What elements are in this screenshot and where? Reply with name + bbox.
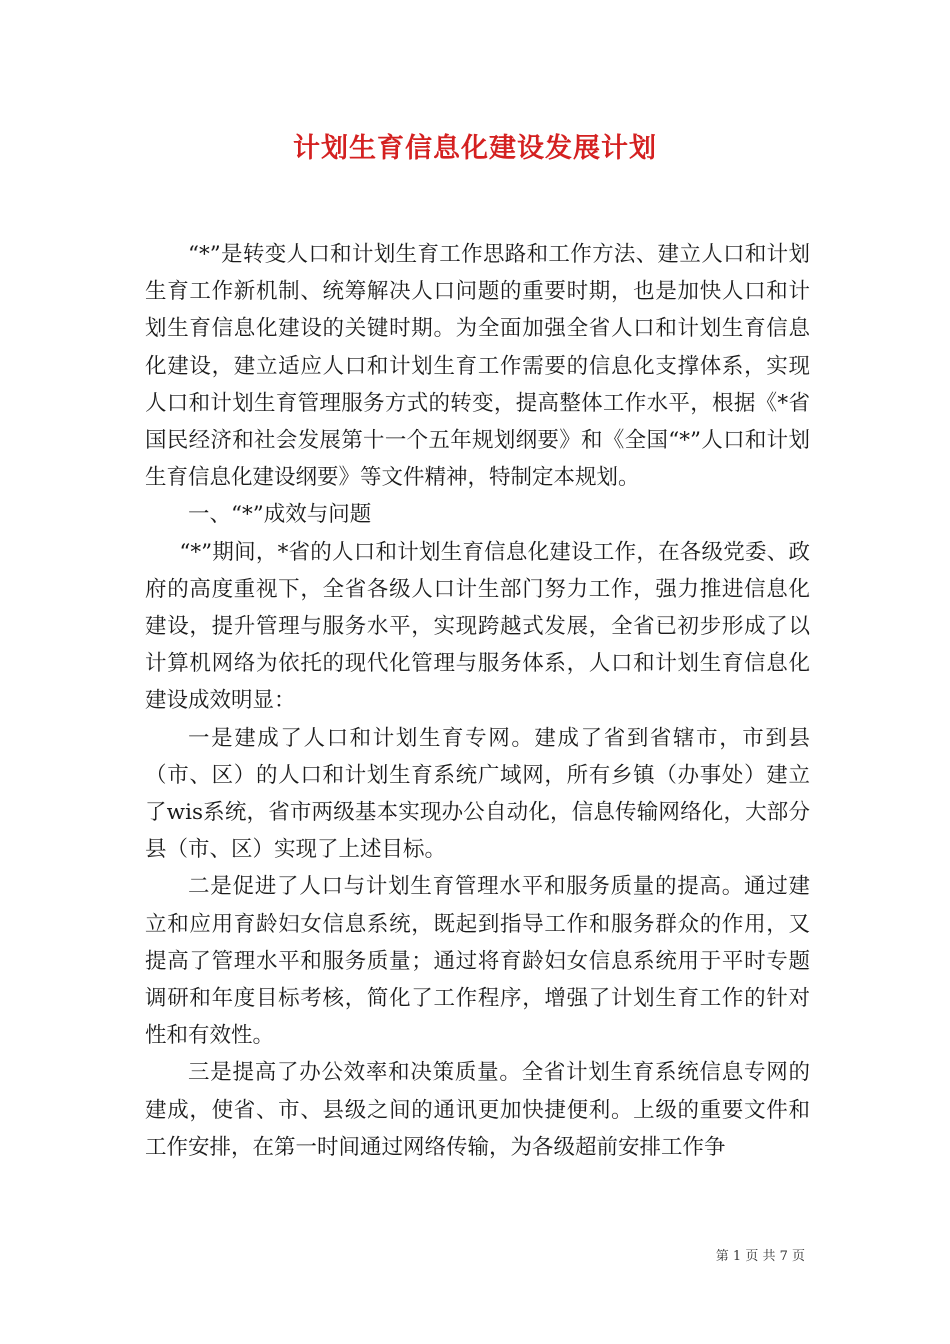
body-paragraph: 一是建成了人口和计划生育专网。建成了省到省辖市，市到县（市、区）的人口和计划生育系统广域网，所有乡镇（办事处）建立了wis系统，省市两级基本实现办公自动化，信息传输网络化，大部分县（市、区）实现了上述目标。 [145,725,810,863]
section-heading: 一、“*”成效与问题 [188,502,372,528]
body-paragraph: “*”期间，*省的人口和计划生育信息化建设工作，在各级党委、政府的高度重视下，全省各级人口计生部门努力工作，强力推进信息化建设，提升管理与服务水平，实现跨越式发展，全省已初步形成了以计算机网络为依托的现代化管理与服务体系，人口和计划生育信息化建设成效明显： [145,539,810,714]
body-paragraph: 三是提高了办公效率和决策质量。全省计划生育系统信息专网的建成，使省、市、县级之间的通讯更加快捷便利。上级的重要文件和工作安排，在第一时间通过网络传输，为各级超前安排工作争 [145,1060,810,1160]
document-body [145,236,810,1166]
body-paragraph: 二是促进了人口与计划生育管理水平和服务质量的提高。通过建立和应用育龄妇女信息系统，既起到指导工作和服务群众的作用，又提高了管理水平和服务质量；通过将育龄妇女信息系统用于平时专题调研和年度目标考核，简化了工作程序，增强了计划生育工作的针对性和有效性。 [145,874,810,1049]
intro-paragraph: “*”是转变人口和计划生育工作思路和工作方法、建立人口和计划生育工作新机制、统筹解决人口问题的重要时期，也是加快人口和计划生育信息化建设的关键时期。为全面加强全省人口和计划生育信息化建设，建立适应人口和计划生育工作需要的信息化支撑体系，实现人口和计划生育管理服务方式的转变，提高整体工作水平，根据《*省国民经济和社会发展第十一个五年规划纲要》和《全国“*”人口和计划生育信息化建设纲要》等文件精神，特制定本规划。 [145,242,810,491]
page-number: 第 1 页 共 7 页 [715,1249,805,1264]
document-title: 计划生育信息化建设发展计划 [293,133,657,164]
